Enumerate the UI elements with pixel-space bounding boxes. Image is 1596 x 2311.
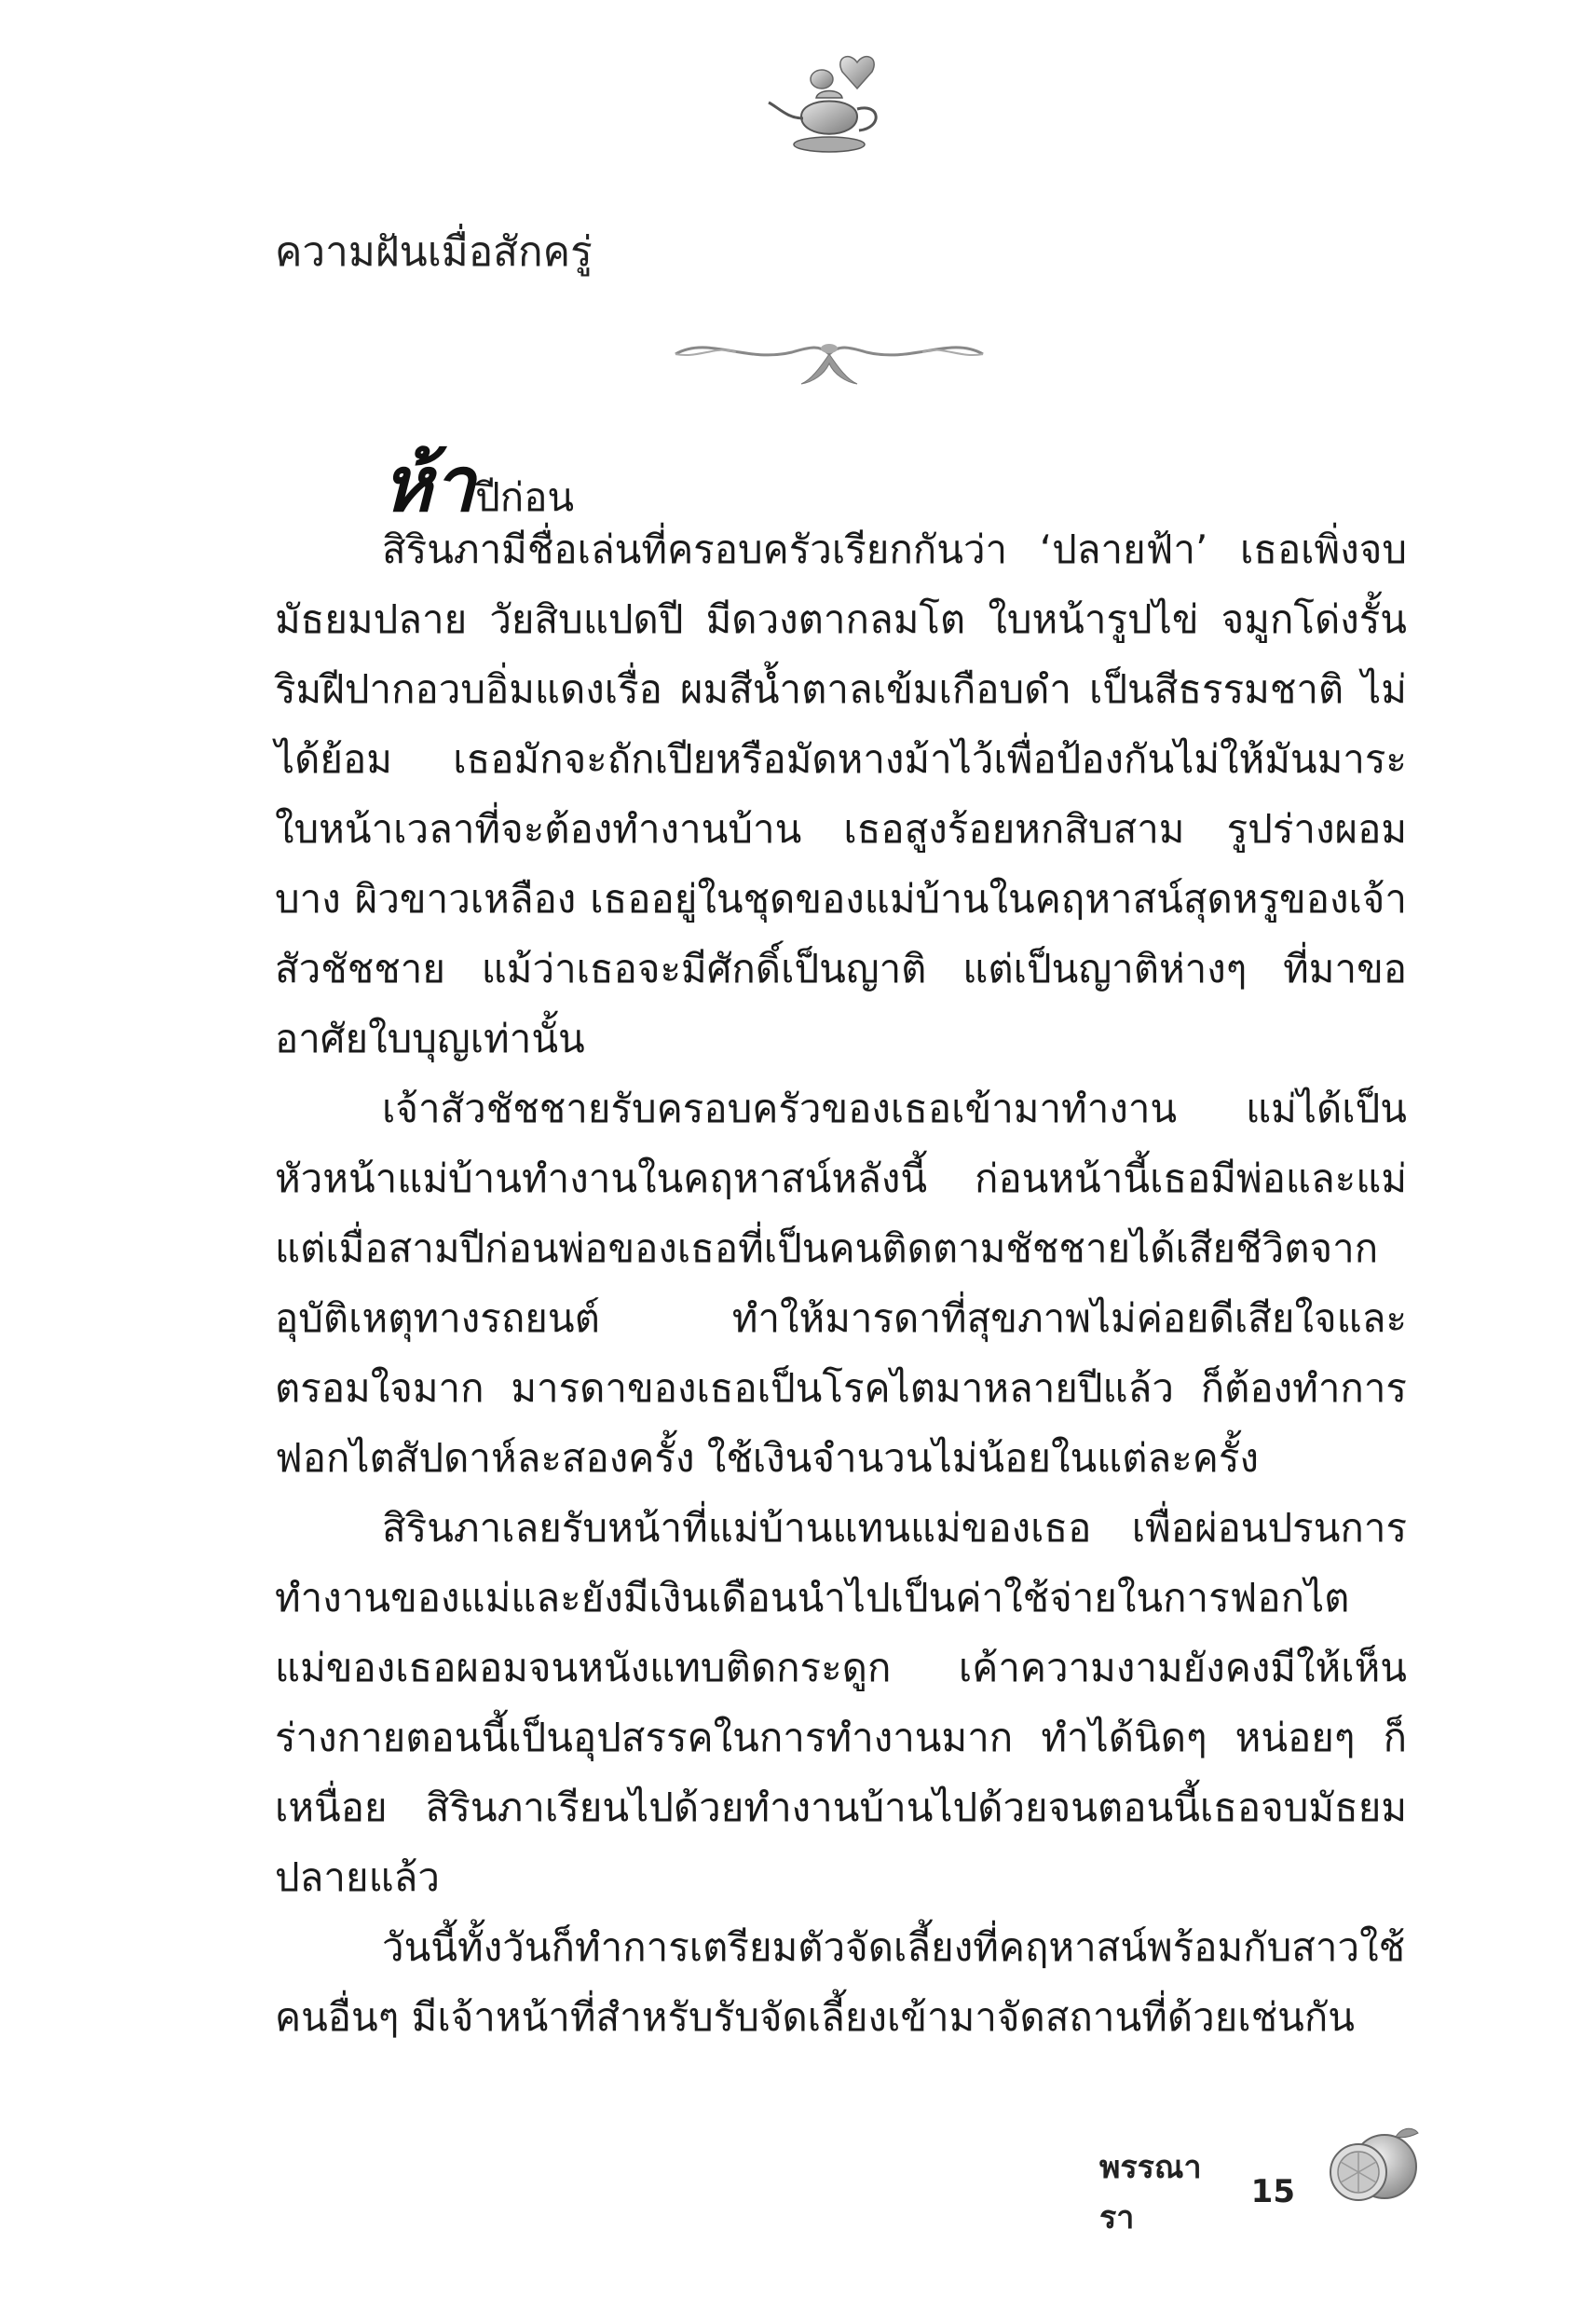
book-title: พรรณารา: [1099, 2149, 1202, 2236]
orange-fruit-icon: [1321, 2120, 1424, 2208]
drop-cap-rest: ปีก่อน: [475, 474, 575, 520]
drop-cap: ห้า: [382, 440, 476, 529]
paragraph: สิรินภามีชื่อเล่นที่ครอบครัวเรียกกันว่า ‘ปลายฟ้า’ เธอเพิ่งจบมัธยมปลาย วัยสิบแปดปี มีดวงตากลมโต ใบหน้ารูปไข่ จมูกโด่งรั้น ริมฝีปากอวบอิ่มแดงเรื่อ ผมสีน้ำตาลเข้มเกือบดำ เป็นสีธรรมชาติ ไม่ได้ย้อม เธอมักจะถักเปียหรือมัดหางม้าไว้เพื่อป้องกันไม่ให้มันมาระใบหน้าเวลาที่จะต้องทำงานบ้าน เธอสูงร้อยหกสิบสาม รูปร่างผอมบาง ผิวขาวเหลือง เธออยู่ในชุดของแม่บ้านในคฤหาสน์สุดหรูของเจ้าสัวชัชชาย แม้ว่าเธอจะมีศักดิ์เป็นญาติ แต่เป็นญาติห่างๆ ที่มาขออาศัยใบบุญเท่านั้น: [275, 526, 1407, 1061]
flourish-divider-icon: [671, 326, 988, 391]
body-text: [275, 514, 1407, 2052]
page-number: 15: [1250, 2173, 1295, 2210]
chapter-title: ความฝันเมื่อสักครู่: [275, 228, 593, 276]
paragraph: เจ้าสัวชัชชายรับครอบครัวของเธอเข้ามาทำงาน แม่ได้เป็นหัวหน้าแม่บ้านทำงานในคฤหาสน์หลังนี้ ก่อนหน้านี้เธอมีพ่อและแม่ แต่เมื่อสามปีก่อนพ่อของเธอที่เป็นคนติดตามชัชชายได้เสียชีวิตจากอุบัติเหตุทางรถยนต์ ทำให้มารดาที่สุขภาพไม่ค่อยดีเสียใจและตรอมใจมาก มารดาของเธอเป็นโรคไตมาหลายปีแล้ว ก็ต้องทำการฟอกไตสัปดาห์ละสองครั้ง ใช้เงินจำนวนไม่น้อยในแต่ละครั้ง: [275, 1086, 1407, 1481]
paragraph: วันนี้ทั้งวันก็ทำการเตรียมตัวจัดเลี้ยงที่คฤหาสน์พร้อมกับสาวใช้คนอื่นๆ มีเจ้าหน้าที่สำหรับรับจัดเลี้ยงเข้ามาจัดสถานที่ด้วยเช่นกัน: [275, 1924, 1406, 2040]
paragraph: สิรินภาเลยรับหน้าที่แม่บ้านแทนแม่ของเธอ เพื่อผ่อนปรนการทำงานของแม่และยังมีเงินเดือนนำไปเป็นค่าใช้จ่ายในการฟอกไต แม่ของเธอผอมจนหนังแทบติดกระดูก เค้าความงามยังคงมีให้เห็น ร่างกายตอนนี้เป็นอุปสรรคในการทำงานมาก ทำได้นิดๆ หน่อยๆ ก็เหนื่อย สิรินภาเรียนไปด้วยทำงานบ้านไปด้วยจนตอนนี้เธอจบมัธยมปลายแล้ว: [275, 1505, 1407, 1900]
teapot-ornament-icon: [764, 51, 904, 168]
